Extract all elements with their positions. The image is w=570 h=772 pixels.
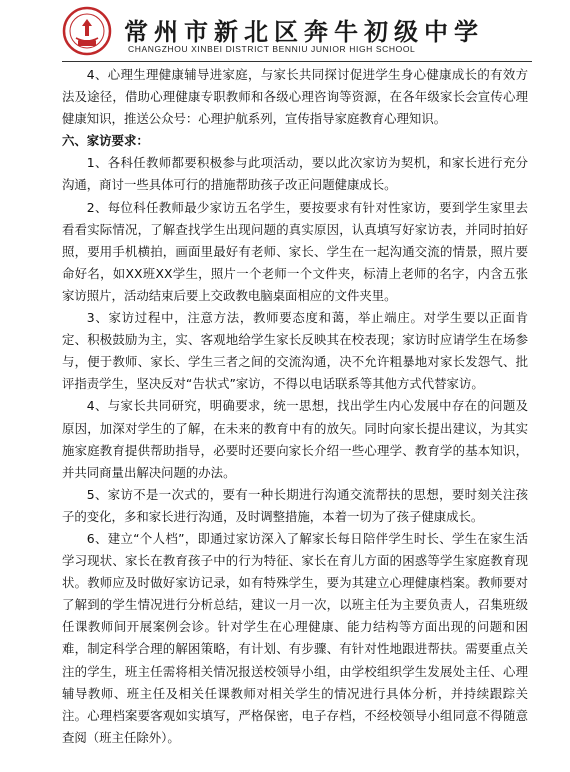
paragraph-requirement-5: 5、家访不是一次式的，要有一种长期进行沟通交流帮扶的思想，要时刻关注孩子的变化，多和家长进行沟通，及时调整措施，本着一切为了孩子健康成长。 xyxy=(62,486,528,524)
document-body xyxy=(62,64,528,749)
letterhead xyxy=(62,6,532,58)
school-logo-icon xyxy=(62,6,112,56)
school-name-english: CHANGZHOU XINBEI DISTRICT BENNIU JUNIOR HIGH SCHOOL xyxy=(128,44,416,54)
paragraph-requirement-4: 4、与家长共同研究，明确要求，统一思想，找出学生内心发展中存在的问题及原因，加深对学生的了解，在未来的教育中有的放矢。同时向家长提出建议，为其实施家庭教育提供帮助指导，必要时还要向家长介绍一些心理学、教育学的基本知识，并共同商量出解决问题的办法。 xyxy=(62,398,528,480)
school-name-chinese: 常州市新北区奔牛初级中学 xyxy=(124,17,484,46)
paragraph-psychological-health: 4、心理生理健康辅导进家庭，与家长共同探讨促进学生身心健康成长的有效方法及途径，借助心理健康专职教师和各级心理咨询等资源，在各年级家长会宣传心理健康知识，推送公众号：心理护航系列，宣传指导家庭教育心理知识。 xyxy=(62,67,528,127)
paragraph-requirement-6: 6、建立“个人档”，即通过家访深入了解家长每日陪伴学生时长、学生在家生活学习现状、家长在教育孩子中的行为特征、家长在育儿方面的困惑等学生家庭教育现状。教师应及时做好家访记录，如有特殊学生，要为其建立心理健康档案。教师要对了解到的学生情况进行分析总结，建议一月一次，以班主任为主要负责人，召集班级任课教师间开展案例会诊。针对学生在心理健康、能力结构等方面出现的问题和困难，制定科学合理的解困策略，有计划、有步骤、有针对性地跟进帮扶。需要重点关注的学生，班主任需将相关情况报送校领导小组，由学校组织学生发展处主任、心理辅导教师、班主任及相关任课教师对相关学生的情况进行具体分析，并持续跟踪关注。心理档案要客观如实填写，严格保密，电子存档，不经校领导小组同意不得随意查阅（班主任除外）。 xyxy=(62,530,528,745)
paragraph-requirement-1: 1、各科任教师都要积极参与此项活动，要以此次家访为契机，和家长进行充分沟通，商讨一些具体可行的措施帮助孩子改正问题健康成长。 xyxy=(62,155,528,193)
section-heading-home-visit-requirements: 六、家访要求： xyxy=(62,133,149,149)
paragraph-requirement-2: 2、每位科任教师最少家访五名学生，要按要求有针对性家访，要到学生家里去看看实际情况，了解查找学生出现问题的真实原因，认真填写好家访表，并同时拍好照，要用手机横拍，画面里最好有老师、家长、学生在一起沟通交流的情景，照片要命好名，如XX班XX学生，照片一个老师一个文件夹，标清上老师的名字，内含五张家访照片，活动结束后要上交政教电脑桌面相应的文件夹里。 xyxy=(62,199,528,303)
header-divider xyxy=(62,61,532,62)
paragraph-requirement-3: 3、家访过程中，注意方法，教师要态度和蔼，举止端庄。对学生要以正面肯定、积极鼓励为主，实、客观地给学生家长反映其在校表现；家访时应请学生在场参与，便于教师、家长、学生三者之间的交流沟通，决不允许粗暴地对家长发怨气、批评指责学生，坚决反对“告状式”家访，不得以电话联系等其他方式代替家访。 xyxy=(62,310,528,392)
